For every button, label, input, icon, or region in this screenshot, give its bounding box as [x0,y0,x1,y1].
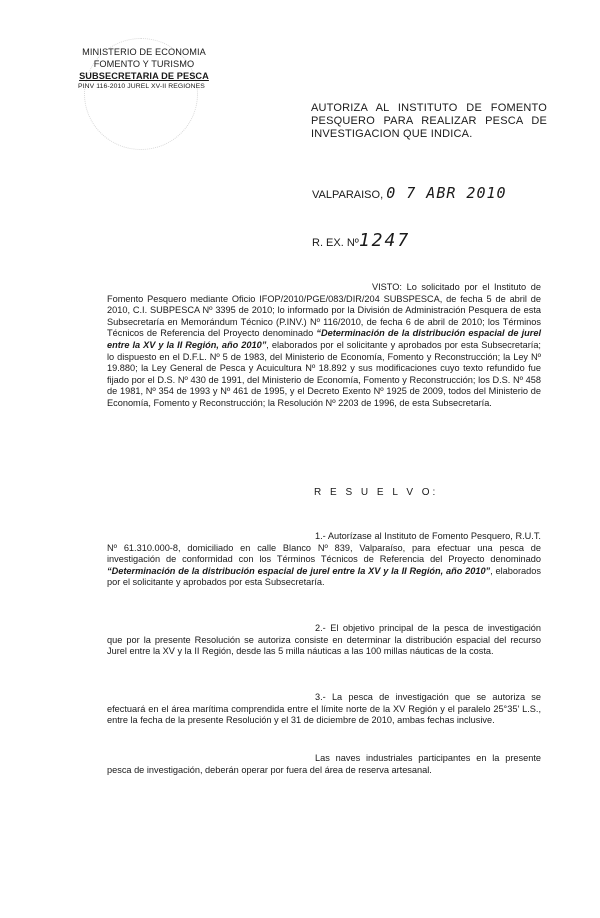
resolution-number-value: 1247 [358,230,411,251]
point-2: 2.- El objetivo principal de la pesca de investigación que por la presente Resolución se autoriza consiste en determinar la distribución espacial del recurso Jurel entre la XV y la II Región, desde las 5 milla náuticas a las 100 millas náuticas de la costa. [107,623,541,657]
point-1 [107,531,541,589]
resolution-number [312,230,410,251]
point-1-text-a: 1.- Autorízase al Instituto de Fomento Pesquero, R.U.T. Nº 61.310.000-8, domiciliado en calle Blanco Nº 839, Valparaíso, para efectuar una pesca de investigación de conformidad con los Términos Técnicos de Referencia del Proyecto denominado [107,531,541,565]
ministry-line-2: FOMENTO Y TURISMO [93,59,195,69]
visto-text-2: , elaborados por el solicitante y aprobados por esta Subsecretaría; lo dispuesto en el D.F.L. Nº 5 de 1983, del Ministerio de Economía, Fomento y Reconstrucción; la Ley Nº 19.880; la Ley General de Pesca y Acuicultura Nº 18.892 y sus modificaciones cuyo texto refundido fue fijado por el D.S. Nº 430 de 1991, del Ministerio de Economía, Fomento y Reconstrucción; los D.S. Nº 458 de 1981, Nº 354 de 1993 y Nº 461 de 1995, y el Decreto Exento Nº 1925 de 2009, todos del Ministerio de Economía, Fomento y Reconstrucción; la Resolución Nº 2203 de 1996, de esta Subsecretaría. [107,339,541,408]
point-3-continuation: Las naves industriales participantes en la presente pesca de investigación, deberán operar por fuera del área de reserva artesanal. [107,753,541,775]
visto-paragraph [107,282,541,410]
ministry-line-3: SUBSECRETARIA DE PESCA [79,71,209,81]
date-stamp: 0 7 ABR 2010 [386,184,507,202]
resuelvo-heading: R E S U E L V O: [314,487,439,498]
visto-lead: VISTO: [372,282,402,292]
place-and-date [312,184,507,202]
point-1-text-b: , elaborados por el solicitante y aprobados por esta Subsecretaría. [107,565,541,588]
city: VALPARAISO, [312,189,384,201]
ministry-line-1: MINISTERIO DE ECONOMIA [82,47,206,57]
visto-text-1: Lo solicitado por el Instituto de Fomento Pesquero mediante Oficio IFOP/2010/PGE/083/DIR/204 SUBSPESCA, de fecha 5 de abril de 2010, C.I. SUBPESCA Nº 3395 de 2010; lo informado por la División de Administración Pesquera de esta Subsecretaría en Memorándum Técnico (P.INV.) Nº 116/2010, de fecha 6 de abril de 2010; los Términos Técnicos de Referencia del Proyecto denominado [107,282,542,339]
resolution-subject: AUTORIZA AL INSTITUTO DE FOMENTO PESQUERO PARA REALIZAR PESCA DE INVESTIGACION QUE INDICA. [311,102,547,140]
file-reference: PINV 116-2010 JUREL XV-II REGIONES [78,83,205,90]
resolution-label: R. EX. Nº [312,237,359,249]
point-1-project-title: “Determinación de la distribución espacial de jurel entre la XV y la II Región, año 2010” [107,565,491,576]
point-3: 3.- La pesca de investigación que se autoriza se efectuará en el área marítima comprendida entre el límite norte de la XV Región y el paralelo 25°35' L.S., entre la fecha de la presente Resolución y el 31 de diciembre de 2010, ambas fechas inclusive. [107,692,541,726]
ministry-header [74,46,214,92]
visto-project-title: “Determinación de la distribución espacial de jurel entre la XV y la II Región, año 2010” [107,328,541,350]
